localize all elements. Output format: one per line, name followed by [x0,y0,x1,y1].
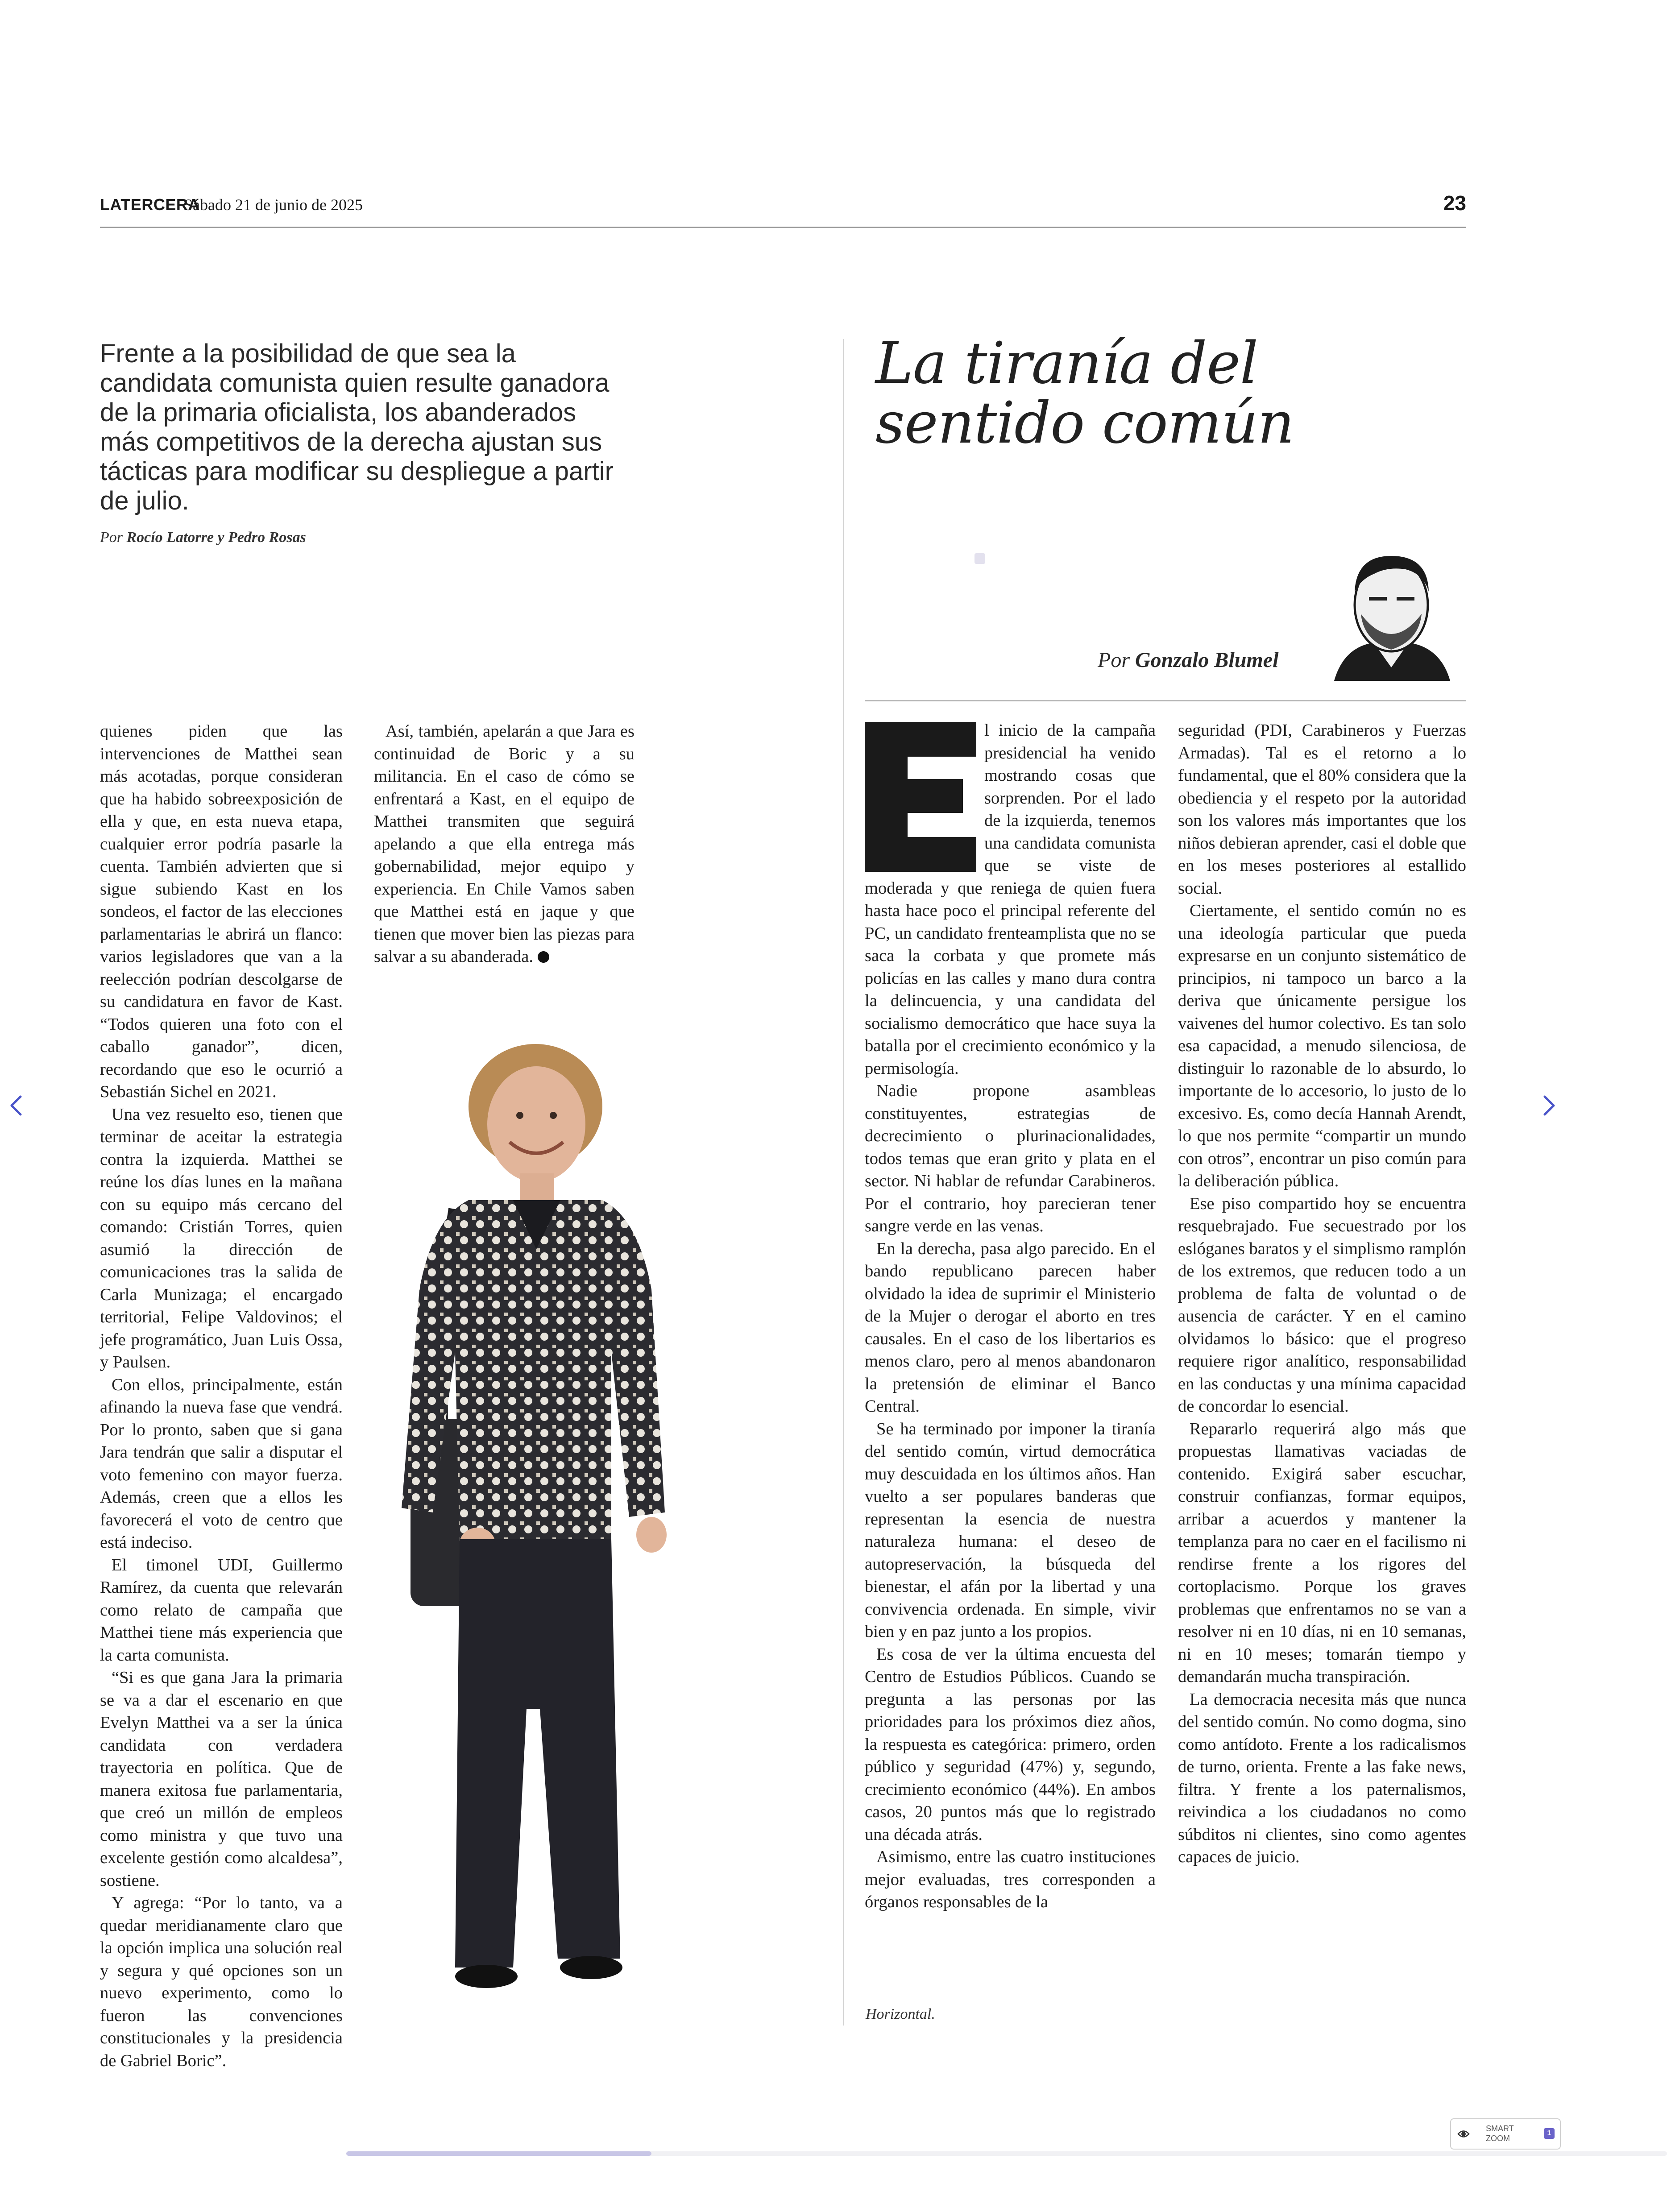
issue-date: Sábado 21 de junio de 2025 [184,196,363,214]
paragraph: Una vez resuelto eso, tienen que terminar de aceitar la estrategia contra la izquierda. Matthei se reúne los días lunes en la mañana con su equipo más cercano del comando: Cristián Torres, quien asumió la dirección de comunicaciones tras la salida de Carla Munizaga; el encargado territorial, Felipe Valdovinos; el jefe programático, Juan Luis Ossa, y Paulsen. [100,1105,343,1371]
paragraph: quienes piden que las intervenciones de Matthei sean más acotadas, porque consideran que ha habido sobreexposición de ella y que, en esta nueva etapa, cualquier error podría pasarle la cuenta. También advierten que si sigue subiendo Kast en los sondeos, el factor de las elecciones parlamentarias le abrirá un flanco: varios legisladores que van a la reelección podrían descolgarse de su candidatura en favor de Kast. “Todos quieren una foto con el caballo ganador”, dicen, recordando que eso le ocurrió a Sebastián Sichel en 2021. [100,722,343,1101]
byline-authors: Rocío Latorre y Pedro Rosas [126,529,306,546]
article-deck: Frente a la posibilidad de que sea la candidata comunista quien resulte ganadora de la primaria oficialista, los abanderados más competitivos de la derecha ajustan sus tácticas para modificar su despliegue a partir de julio. [100,339,614,515]
article-byline [100,529,306,546]
opinion-byline [1098,648,1278,672]
byline-prefix: Por [100,529,123,546]
image-placeholder-icon [974,553,985,564]
page-number: 23 [1443,191,1466,215]
chevron-right-icon[interactable] [1535,1092,1562,1119]
smart-zoom-label-line-1: SMART [1486,2124,1514,2133]
column-divider [843,339,844,2026]
smart-zoom-label [1486,2124,1522,2143]
paragraph: Es cosa de ver la última encuesta del Centro de Estudios Públicos. Cuando se pregunta a las personas por las prioridades para los próximos diez años, la respuesta es categórica: primero, orden público y seguridad (47%) y, segundo, crecimiento económico (44%). En ambos casos, 20 puntos más que lo registrado una década atrás. [865,1645,1156,1844]
header-rule [100,227,1466,228]
paragraph: Repararlo requerirá algo más que propuestas llamativas vaciadas de contenido. Exigirá saber escuchar, construir confianzas, formar equipos, arribar a acuerdos y mantener la templanza para no caer en el facilismo ni rendirse frente a los rigores del cortoplacismo. Porque los graves problemas que enfrentamos no se van a resolver ni en 10 días, ni en 10 semanas, ni en 10 meses; tomarán tiempo y demandarán mucha transpiración. [1178,1419,1466,1686]
scrollbar-thumb[interactable] [346,2151,651,2156]
author-portrait [1316,538,1466,681]
page-badge: 1 [1544,2128,1555,2139]
paragraph: En la derecha, pasa algo parecido. En el bando republicano parecen haber olvidado la idea de suprimir el Ministerio de la Mujer o derogar el aborto en tres causales. En el caso de los libertarios es menos claro, pero al menos abandonaron la pretensión de eliminar el Banco Central. [865,1239,1156,1416]
paragraph: “Si es que gana Jara la primaria se va a dar el escenario en que Evelyn Matthei va a ser la única candidata con verdadera trayectoria en política. Que de manera exitosa fue parlamentaria, que creó un millón de empleos como ministra y que tuvo una excelente gestión como alcaldesa”, sostiene. [100,1668,343,1890]
chevron-left-icon[interactable] [4,1092,30,1119]
illustration-caption: Horizontal. [866,2006,935,2022]
candidate-photo [344,1040,727,2012]
smart-zoom-label-line-2: ZOOM [1486,2134,1510,2143]
article-column-1 [100,720,343,2070]
paragraph [374,720,634,968]
paragraph: El timonel UDI, Guillermo Ramírez, da cuenta que relevarán como relato de campaña que Matthei tiene más experiencia que la carta comunista. [100,1555,343,1665]
opinion-column-2 [1178,719,1466,1868]
brand-logo: LATERCERA [100,195,200,214]
paragraph: l inicio de la campaña presidencial ha venido mostrando cosas que sorprenden. Por el lado de la izquierda, tenemos una candidata comunista que se viste de moderada y que reniega de quien fuera hasta hace poco el principal referente del PC, un candidato frenteamplista que no se saca la corbata y que promete más policías en las calles y mano dura contra la delincuencia, y una candidata del socialismo democrático que hace suya la batalla por el crecimiento económico y la permisología. [865,721,1156,1078]
paragraph: Ciertamente, el sentido común no es una ideología particular que pueda expresarse en un conjunto sistemático de principios, ni tampoco un barco a la deriva que únicamente persigue los vaivenes del humor colectivo. Es tan solo esa capacidad, a menudo silenciosa, de distinguir lo razonable de lo absurdo, lo importante de lo accesorio, lo justo de lo excesivo. Es, como decía Hannah Arendt, lo que nos permite “compartir un mundo con otros”, encontrar un piso común para la deliberación pública. [1178,901,1466,1190]
paragraph: Se ha terminado por imponer la tiranía del sentido común, virtud democrática muy descuidada en los últimos años. Han vuelto a ser populares banderas que representan la esencia de nuestra naturaleza humana: el deseo de autopreservación, la búsqueda del bienestar, el afán por la libertad y una convivencia ordenada. En simple, vivir bien y en paz junto a los propios. [865,1419,1156,1641]
byline-author: Gonzalo Blumel [1135,648,1279,672]
eye-icon [1457,2128,1470,2140]
paragraph: Con ellos, principalmente, están afinando la nueva fase que vendrá. Por lo pronto, saben que si gana Jara tendrán que salir a disputar el voto femenino con mayor fuerza. Además, creen que a ellos les favorecerá el voto de centro que está indeciso. [100,1375,343,1552]
paragraph: Nadie propone asambleas constituyentes, estrategias de decrecimiento o plurinacionalidades, todos temas que eran grito y plata en el sector. Ni hablar de refundar Carabineros. Por el contrario, hoy parecieran tener sangre verde en las venas. [865,1081,1156,1235]
opinion-title [875,330,1366,456]
paragraph-text: Así, también, apelarán a que Jara es continuidad de Boric y a su militancia. En el caso de cómo se enfrentará a Kast, en el equipo de Matthei transmiten que seguirá apelando a que ella entrega más gobernabilidad, mejor equipo y experiencia. En Chile Vamos saben que Matthei está en jaque y que tienen que mover bien las piezas para salvar a su abanderada. [374,722,634,966]
paragraph: La democracia necesita más que nunca del sentido común. No como dogma, sino como antídoto. Frente a los radicalismos de turno, orienta. Frente a las fake news, filtra. Y frente a los paternalismos, reivindica a los ciudadanos no como súbditos ni clientes, sino como agentes capaces de juicio. [1178,1690,1466,1866]
article-column-2 [374,720,634,968]
smart-zoom-button[interactable] [1450,2118,1561,2150]
opinion-rule [865,700,1466,701]
paragraph: Y agrega: “Por lo tanto, va a quedar meridianamente claro que la opción implica una solución real y segura y qué opciones son un nuevo experimento, como lo fueron las convenciones constitucionales y la presidencia de Gabriel Boric”. [100,1893,343,2070]
byline-prefix: Por [1098,648,1130,672]
opinion-column-1 [865,719,1156,1914]
end-mark-icon [538,951,549,963]
opinion-title-line-2: sentido común [875,390,1294,456]
paragraph: seguridad (PDI, Carabineros y Fuerzas Armadas). Tal es el retorno a lo fundamental, que el 80% considera que la obediencia y el respeto por la autoridad son los valores más importantes que los niños debieran aprender, casi el doble que en los meses posteriores al estallido social. [1178,721,1466,898]
paragraph: Ese piso compartido hoy se encuentra resquebrajado. Fue secuestrado por los eslóganes baratos y el simplismo ramplón de los extremos, que reducen todo a un problema de falta de voluntad o de ausencia de carácter. Y en el camino olvidamos lo básico: que el progreso requiere rigor analítico, responsabilidad en las conductas y una mínima capacidad de concordar lo esencial. [1178,1194,1466,1416]
drop-cap-e [865,722,976,872]
opinion-title-line-1: La tiranía del [875,330,1258,397]
paragraph: Asimismo, entre las cuatro instituciones mejor evaluadas, tres corresponden a órganos responsables de la [865,1847,1156,1911]
